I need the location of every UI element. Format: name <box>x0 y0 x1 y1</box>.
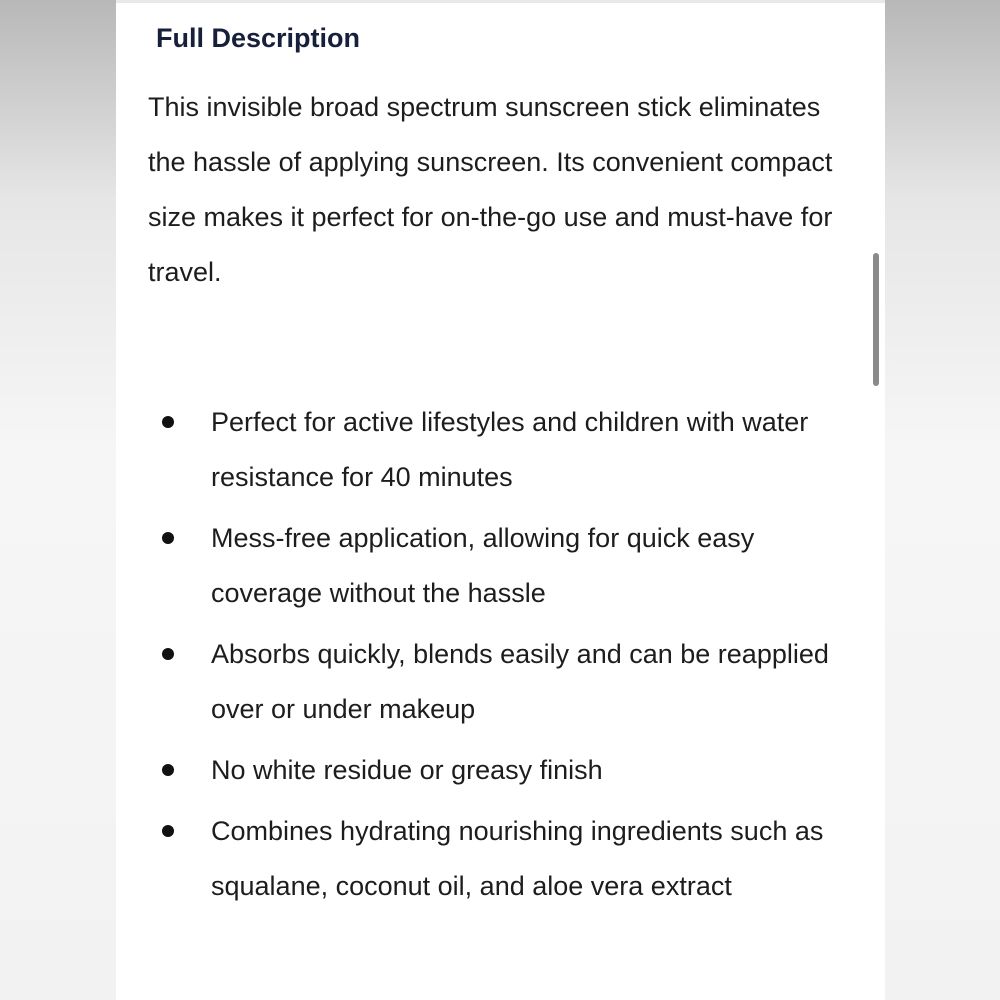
list-item-text: Perfect for active lifestyles and children with water resistance for 40 minutes <box>211 407 809 492</box>
list-item <box>116 627 885 737</box>
background-right <box>885 0 1000 1000</box>
background-left <box>0 0 116 1000</box>
bullet-icon <box>162 532 174 544</box>
top-divider <box>116 0 885 3</box>
bullet-icon <box>162 825 174 837</box>
list-item <box>116 743 885 798</box>
feature-list <box>116 395 885 920</box>
bullet-icon <box>162 416 174 428</box>
list-item-text: Mess-free application, allowing for quick easy coverage without the hassle <box>211 523 755 608</box>
description-panel <box>116 0 885 1000</box>
bullet-icon <box>162 648 174 660</box>
list-item <box>116 804 885 914</box>
bullet-icon <box>162 764 174 776</box>
list-item <box>116 395 885 505</box>
description-paragraph: This invisible broad spectrum sunscreen stick eliminates the hassle of applying sunscreen. Its convenient compact size makes it perfect for on-the-go use and must-have for travel. <box>148 92 833 287</box>
list-item <box>116 511 885 621</box>
list-item-text: Absorbs quickly, blends easily and can be reapplied over or under makeup <box>211 639 829 724</box>
scrollbar-thumb[interactable] <box>873 253 879 386</box>
list-item-text: Combines hydrating nourishing ingredients such as squalane, coconut oil, and aloe vera extract <box>211 816 824 901</box>
list-item-text: No white residue or greasy finish <box>211 755 603 785</box>
section-heading: Full Description <box>156 23 361 53</box>
